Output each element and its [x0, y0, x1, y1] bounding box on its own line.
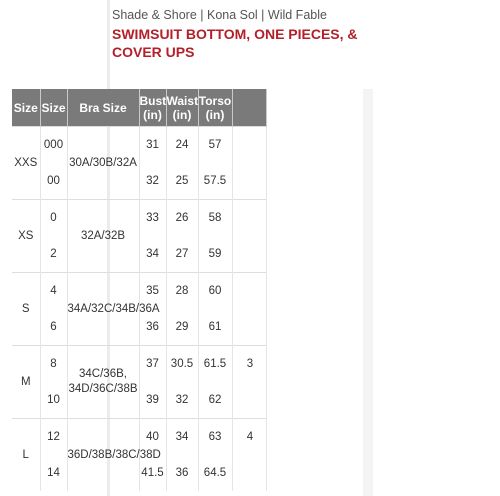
torso-cell: 57 [198, 127, 232, 164]
size-number-cell: 4 [40, 273, 67, 310]
waist-cell: 36 [166, 455, 198, 491]
table-row [12, 382, 266, 419]
table-scroll-edge [363, 89, 373, 496]
clipped-cell [232, 382, 266, 419]
torso-cell: 61 [198, 309, 232, 346]
torso-cell: 57.5 [198, 163, 232, 200]
waist-cell: 24 [166, 127, 198, 164]
waist-cell: 25 [166, 163, 198, 200]
table-row [12, 273, 266, 310]
bust-cell: 40 [139, 419, 166, 456]
table-row [12, 200, 266, 237]
size-letter-cell: XXS [12, 127, 40, 200]
size-number-cell: 2 [40, 236, 67, 273]
bra-size-cell: 34A/32C/34B/36A [67, 273, 139, 346]
waist-cell: 26 [166, 200, 198, 237]
torso-cell: 59 [198, 236, 232, 273]
size-chart-scroll-area[interactable] [12, 89, 266, 496]
waist-cell: 27 [166, 236, 198, 273]
bust-cell: 41.5 [139, 455, 166, 491]
size-chart-table [12, 89, 267, 491]
torso-cell: 62 [198, 382, 232, 419]
bra-size-cell: 34C/36B, 34D/36C/38B [67, 346, 139, 419]
table-row [12, 346, 266, 383]
bust-cell: 39 [139, 382, 166, 419]
bust-cell: 33 [139, 200, 166, 237]
clipped-cell [232, 200, 266, 237]
torso-cell: 58 [198, 200, 232, 237]
table-row [12, 236, 266, 273]
size-number-cell: 14 [40, 455, 67, 491]
table-header-row [12, 89, 266, 127]
torso-cell: 64.5 [198, 455, 232, 491]
size-letter-cell: S [12, 273, 40, 346]
clipped-cell [232, 309, 266, 346]
clipped-cell [232, 236, 266, 273]
waist-cell: 32 [166, 382, 198, 419]
bust-cell: 31 [139, 127, 166, 164]
header-size-letter: Size [12, 89, 40, 127]
waist-cell: 30.5 [166, 346, 198, 383]
clipped-cell [232, 127, 266, 164]
header-clipped-column [232, 89, 266, 127]
bust-cell: 36 [139, 309, 166, 346]
section-title: SWIMSUIT BOTTOM, ONE PIECES, & COVER UPS [112, 26, 358, 60]
bra-size-cell: 36D/38B/38C/38D [67, 419, 139, 492]
header-bust: Bust (in) [139, 89, 166, 127]
waist-cell: 28 [166, 273, 198, 310]
size-number-cell: 6 [40, 309, 67, 346]
bust-cell: 34 [139, 236, 166, 273]
size-number-cell: 00 [40, 163, 67, 200]
header-torso: Torso (in) [198, 89, 232, 127]
clipped-cell: 4 [232, 419, 266, 456]
size-letter-cell: XS [12, 200, 40, 273]
bra-size-cell: 30A/30B/32A [67, 127, 139, 200]
size-number-cell: 10 [40, 382, 67, 419]
header-bra-size: Bra Size [67, 89, 139, 127]
torso-cell: 60 [198, 273, 232, 310]
header-waist: Waist (in) [166, 89, 198, 127]
table-row [12, 127, 266, 164]
size-number-cell: 12 [40, 419, 67, 456]
waist-cell: 29 [166, 309, 198, 346]
size-number-cell: 000 [40, 127, 67, 164]
size-letter-cell: L [12, 419, 40, 492]
size-number-cell: 8 [40, 346, 67, 383]
torso-cell: 63 [198, 419, 232, 456]
brand-list: Shade & Shore | Kona Sol | Wild Fable [112, 8, 327, 22]
size-number-cell: 0 [40, 200, 67, 237]
bra-size-cell: 32A/32B [67, 200, 139, 273]
torso-cell: 61.5 [198, 346, 232, 383]
table-row [12, 419, 266, 456]
bust-cell: 32 [139, 163, 166, 200]
waist-cell: 34 [166, 419, 198, 456]
bust-cell: 35 [139, 273, 166, 310]
clipped-cell [232, 273, 266, 310]
clipped-cell: 3 [232, 346, 266, 383]
clipped-cell [232, 163, 266, 200]
bust-cell: 37 [139, 346, 166, 383]
table-row [12, 163, 266, 200]
header-size-number: Size [40, 89, 67, 127]
size-letter-cell: M [12, 346, 40, 419]
clipped-cell [232, 455, 266, 491]
